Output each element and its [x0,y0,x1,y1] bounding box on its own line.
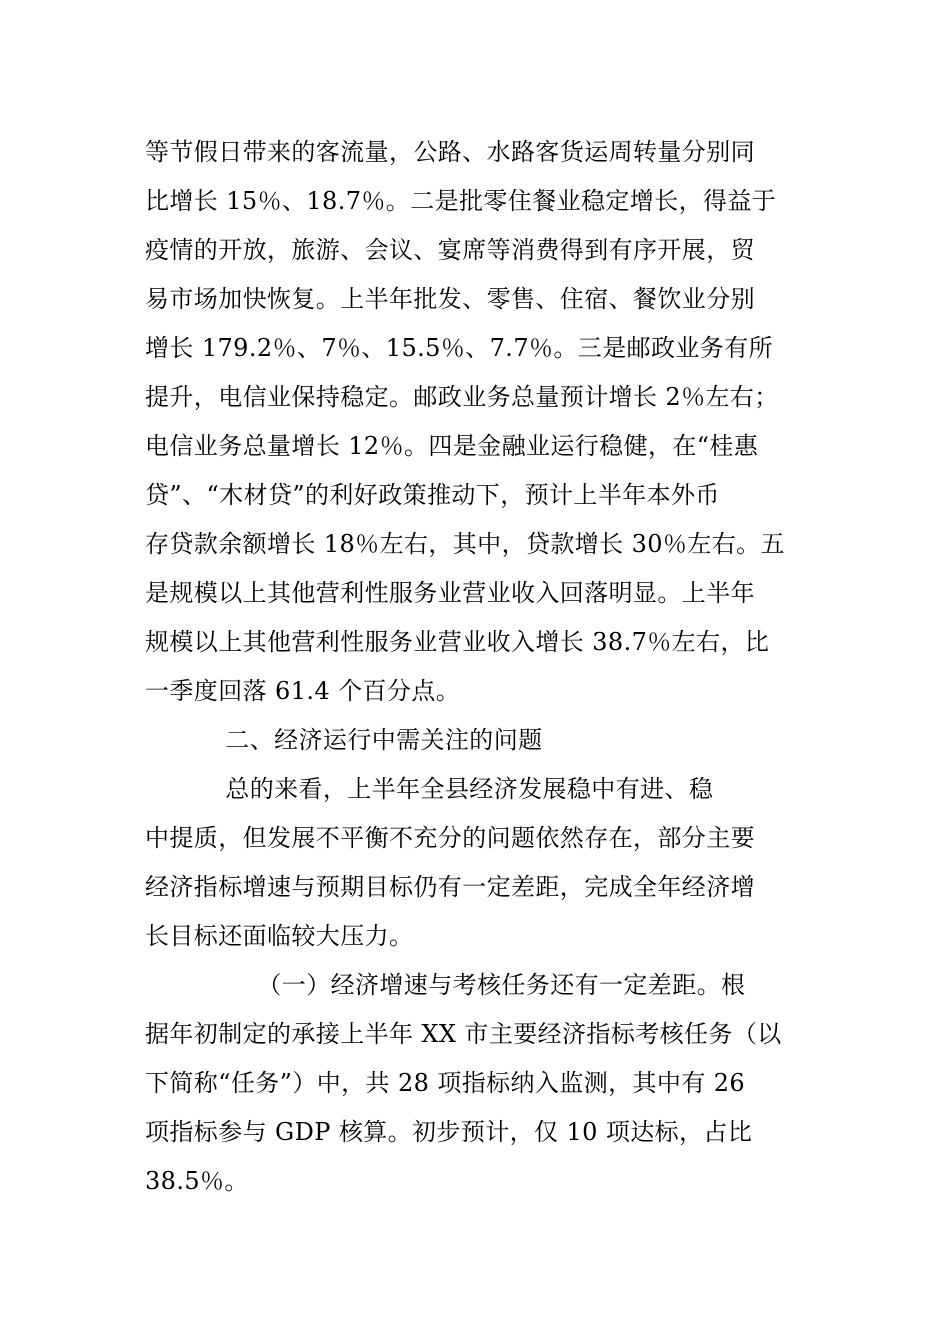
text-line: 提升，电信业保持稳定。邮政业务总量预计增长 2％左右； [145,383,779,411]
text-line: 是规模以上其他营利性服务业营业收入回落明显。上半年 [145,579,755,607]
text-line: 疫情的开放，旅游、会议、宴席等消费得到有序开展，贸 [145,236,755,264]
text-line: 规模以上其他营利性服务业营业收入增长 38.7％左右，比 [145,628,770,656]
text-line: 经济指标增速与预期目标仍有一定差距，完成全年经济增 [145,873,755,901]
text-line: 中提质，但发展不平衡不充分的问题依然存在，部分主要 [145,824,755,852]
section-heading: 二、经济运行中需关注的问题 [145,726,543,754]
text-line: 增长 179.2％、7％、15.5％、7.7％。三是邮政业务有所 [145,334,774,362]
text-line: 贷”、“木材贷”的利好政策推动下，预计上半年本外币 [145,481,720,509]
text-line: 总的来看，上半年全县经济发展稳中有进、稳 [145,775,714,803]
text-line: 比增长 15％、18.7％。二是批零住餐业稳定增长，得益于 [145,187,777,215]
text-line: 一季度回落 61.4 个百分点。 [145,677,461,705]
text-line: 长目标还面临较大压力。 [145,922,414,950]
text-line: 存贷款余额增长 18％左右，其中，贷款增长 30％左右。五 [145,530,785,558]
text-line: 项指标参与 GDP 核算。初步预计，仅 10 项达标，占比 [145,1118,753,1146]
text-line: 38.5％。 [145,1167,249,1195]
text-line: 电信业务总量增长 12％。四是金融业运行稳健，在“桂惠 [145,432,759,460]
text-line: 下简称“任务”）中，共 28 项指标纳入监测，其中有 26 [145,1069,746,1097]
subsection-heading: （一）经济增速与考核任务还有一定差距。根 [145,971,746,999]
text-line: 据年初制定的承接上半年 XX 市主要经济指标考核任务（以 [145,1020,782,1048]
text-line: 等节假日带来的客流量，公路、水路客货运周转量分别同 [145,138,755,166]
text-line: 易市场加快恢复。上半年批发、零售、住宿、餐饮业分别 [145,285,755,313]
document-page [145,128,810,1206]
